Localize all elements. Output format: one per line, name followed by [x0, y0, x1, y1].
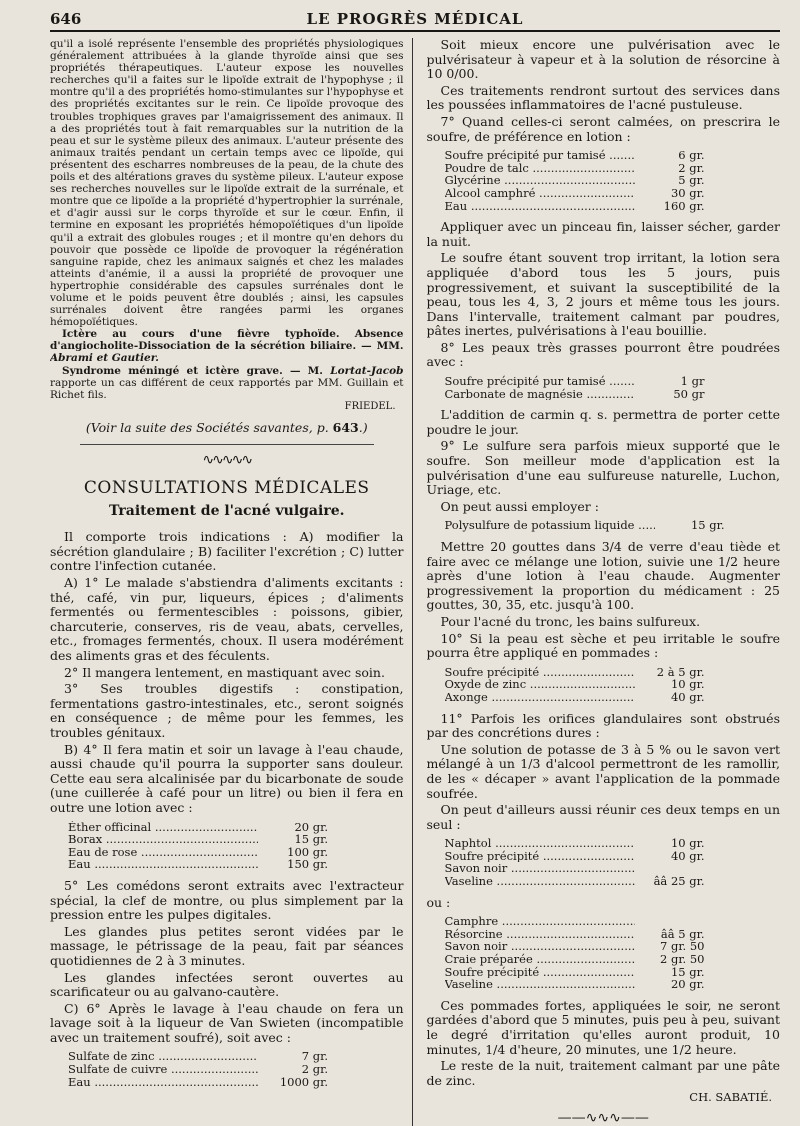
paragraph: Les glandes infectées seront ouvertes au scarificateur ou au galvano-cautère.: [50, 969, 404, 1000]
ingredient: Camphre .....: [445, 915, 635, 928]
quantity: 6 gr.: [678, 148, 705, 163]
prescription-line: [445, 915, 705, 928]
prescription-line: [445, 174, 705, 187]
divider: [80, 444, 374, 445]
paragraph: Les glandes plus petites seront vidées par le massage, le pétrissage de la peau, fait par séances quotidiennes de 2 à 3 minutes.: [50, 923, 404, 968]
quantity: 30 gr.: [670, 185, 705, 200]
prescription-line: [445, 149, 705, 162]
prescription-line: [445, 162, 705, 175]
ingredient: Savon noir .....: [445, 940, 635, 953]
ingredient: Soufre précipité .....: [445, 850, 635, 863]
quantity: 150 gr.: [287, 857, 328, 872]
quantity: 20 gr.: [294, 819, 328, 834]
prescription-line: [445, 666, 705, 679]
prescription-line: [68, 1050, 328, 1063]
prescription-line: [68, 1076, 328, 1089]
quantity: 2 gr. 50: [659, 952, 705, 967]
ingredient: Eau .....: [68, 1076, 258, 1089]
ingredient: Eau .....: [445, 200, 635, 213]
ingredient: Soufre précipité .....: [445, 966, 635, 979]
quantity: 7 gr. 50: [659, 939, 705, 954]
paragraph: Le reste de la nuit, traitement calmant par une pâte de zinc.: [426, 1058, 780, 1088]
quantity: ââ 5 gr.: [660, 926, 705, 941]
ingredient: Oxyde de zinc .....: [445, 678, 635, 691]
ingredient: Soufre précipité pur tamisé .....: [445, 149, 635, 162]
quantity: 10 gr.: [670, 677, 705, 692]
paragraph: 8° Les peaux très grasses pourront être poudrées avec :: [426, 339, 780, 370]
page-number: 646: [50, 10, 82, 28]
prescription-line: [445, 200, 705, 213]
prescription-line: [445, 875, 705, 888]
ingredient: Savon noir .....: [445, 862, 635, 875]
ingredient: Éther officinal .....: [68, 821, 258, 834]
society-item: [50, 328, 404, 364]
signature: CH. SABATIÉ.: [689, 1090, 772, 1105]
society-item-authors: Lortat-Jacob: [330, 364, 404, 377]
society-item-authors: Abrami et Gautier.: [50, 352, 159, 365]
paragraph: Il comporte trois indications : A) modifier la sécrétion glandulaire ; B) faciliter l'excrétion ; C) lutter contre l'infection cutanée.: [50, 529, 404, 574]
reference-suffix: .): [358, 419, 368, 435]
prescription-line: [445, 678, 705, 691]
ingredient: Sulfate de zinc .....: [68, 1050, 258, 1063]
quantity: 1000 gr.: [279, 1074, 328, 1089]
paragraph: Une solution de potasse de 3 à 5 % ou le savon vert mélangé à un 1/3 d'alcool permettront de les ramollir, de les « décaper » avant l'application de la pommade soufrée.: [426, 741, 780, 801]
ingredient: Naphtol .....: [445, 837, 635, 850]
quantity: 50 gr: [673, 386, 705, 401]
quantity: 2 gr.: [678, 160, 705, 175]
article-body: [50, 530, 404, 1088]
quantity: 160 gr.: [663, 198, 705, 213]
prescription: [445, 519, 725, 532]
paragraph: 2° Il mangera lentement, en mastiquant avec soin.: [64, 664, 385, 680]
prescription: [445, 915, 705, 991]
prescription: [445, 375, 705, 400]
quantity: [635, 915, 705, 928]
ornament-flourish: ∿∿∿∿∿: [202, 451, 252, 468]
prescription-line: [68, 1063, 328, 1076]
ingredient: Eau .....: [68, 858, 258, 871]
ingredient: Eau de rose .....: [68, 846, 258, 859]
quantity: ââ 25 gr.: [653, 874, 705, 889]
ingredient: Poudre de talc .....: [445, 162, 635, 175]
prescription: [445, 149, 705, 212]
prescription-line: [445, 519, 725, 532]
paragraph: 3° Ses troubles digestifs : constipation, fermentations gastro-intestinales, etc., seront soignés en conséquence ; de même pour les femmes, les troubles génitaux.: [50, 681, 404, 740]
ingredient: Craie préparée .....: [445, 953, 635, 966]
journal-title: LE PROGRÈS MÉDICAL: [306, 10, 524, 28]
alternative-label: ou :: [426, 894, 451, 910]
quantity: 40 gr.: [670, 848, 705, 863]
reference-prefix: (Voir la suite des Sociétés savantes, p.: [85, 419, 329, 435]
paragraph: Ces pommades fortes, appliquées le soir, ne seront gardées d'abord que 5 minutes, puis peu à peu, suivant le degré d'irritation qu'elles auront produit, 10 minutes, 1/4 d'heure, 20 minutes, une 1/2 heure.: [426, 997, 780, 1057]
society-item: [50, 365, 404, 401]
society-item-title: Ictère au cours d'une fièvre typhoïde. Absence d'angiocholite-Dissociation de la sécrétion biliaire. — MM.: [50, 328, 404, 353]
paragraph: A) 1° Le malade s'abstiendra d'aliments excitants : thé, café, vin pur, liqueurs, épices ; d'aliments fermentés ou fermentescibles : poissons, gibier, charcuterie, conserves, ris de veau, abats, cervelles, etc., fromages fermentés, choux. Il usera modérément des aliments gras et des féculents.: [50, 575, 404, 664]
ingredient: Borax .....: [68, 833, 258, 846]
continuation-reference: [50, 421, 404, 436]
prescription-line: [445, 966, 705, 979]
paragraph: Ces traitements rendront surtout des services dans les poussées inflammatoires de l'acné pustuleuse.: [426, 82, 780, 113]
prescription: [445, 666, 705, 704]
prescription-line: [68, 858, 328, 871]
society-item-text: rapporte un cas différent de ceux rapportés par MM. Guillain et Richet fils.: [50, 376, 404, 401]
prescription-line: [445, 850, 705, 863]
report-paragraph: qu'il a isolé représente l'ensemble des propriétés physiologiques généralement attribuées à la glande thyroïde ainsi que ses propriétés thérapeutiques. L'auteur expose les nouvelles recherches qu'il a faites sur le lipoïde extrait de l'hypophyse ; il montre qu'il a des propriétés homo-stimulantes sur l'hypophyse et des propriétés excitantes sur le rein. Ce lipoïde provoque des troubles trophiques graves par l'amaigrissement des animaux. Il a des propriétés tout à fait remarquables sur la nutrition de la peau et sur le système pileux des animaux. L'auteur présente des animaux traités pendant un certain temps avec ce lipoïde, qui présentent des escharres nombreuses de la peau, de la chute des poils et des altérations graves du système pileux. L'auteur expose ses recherches nouvelles sur le lipoïde extrait de la surrénale, et montre que ce lipoïde a la propriété d'hypertrophier la surrénale, et d'agir aussi sur le corps thyroïde et sur le cœur. Enfin, il termine en exposant les propriétés hémopoïétiques d'un lipoïde qu'il a extrait des globules rouges ; et il montre qu'en dehors du pouvoir que possède ce lipoïde de provoquer la régénération sanguine rapide, chez les animaux saignés et chez les malades atteints d'anémie, il a aussi la propriété de provoquer une hypertrophie considérable des capsules surrénales dont le volume et le poids peuvent être doublés ; ainsi, les capsules surrénales doivent être rangées parmi les organes hémopoïétiques.: [50, 38, 404, 329]
quantity: 15 gr.: [670, 964, 705, 979]
paragraph: C) 6° Après le lavage à l'eau chaude on fera un lavage soit à la liqueur de Van Swieten (incompatible avec un traitement soufré), soit avec :: [50, 1000, 404, 1045]
quantity: 20 gr.: [670, 977, 705, 992]
prescription-line: [68, 833, 328, 846]
paragraph: Mettre 20 gouttes dans 3/4 de verre d'eau tiède et faire avec ce mélange une lotion, suivie une 1/2 heure après d'une lotion à l'eau chaude. Augmenter progressivement la proportion du médicament : 25 gouttes, 30, 35, etc. jusqu'à 100.: [426, 539, 780, 613]
paragraph: B) 4° Il fera matin et soir un lavage à l'eau chaude, aussi chaude qu'il pourra la supporter sans douleur. Cette eau sera alcalinisée par du bicarbonate de soude (une cuillerée à café pour un litre) ou bien il fera en outre une lotion avec :: [50, 741, 404, 815]
paragraph: 9° Le sulfure sera parfois mieux supporté que le soufre. Son meilleur mode d'application est la pulvérisation d'une eau sulfureuse naturelle, Luchon, Uriage, etc.: [426, 438, 780, 498]
ingredient: Sulfate de cuivre .....: [68, 1063, 258, 1076]
prescription-line: [445, 187, 705, 200]
quantity: 15 gr.: [294, 832, 328, 847]
paragraph: Appliquer avec un pinceau fin, laisser sécher, garder la nuit.: [426, 219, 780, 249]
prescription-line: [68, 821, 328, 834]
quantity: 10 gr.: [670, 836, 705, 851]
paragraph: On peut aussi employer :: [440, 498, 599, 514]
article-title: Traitement de l'acné vulgaire.: [109, 502, 345, 519]
signature: FRIEDEL.: [344, 400, 396, 412]
ingredient: Carbonate de magnésie .....: [445, 388, 635, 401]
ingredient: Axonge .....: [445, 691, 635, 704]
page-header: [50, 8, 780, 32]
section-title: CONSULTATIONS MÉDICALES: [83, 478, 370, 499]
paragraph: L'addition de carmin q. s. permettra de porter cette poudre le jour.: [426, 407, 780, 437]
ingredient: Alcool camphré .....: [445, 187, 635, 200]
quantity: 1 gr: [680, 374, 705, 389]
prescription-line: [445, 953, 705, 966]
paragraph: 10° Si la peau est sèche et peu irritable le soufre pourra être appliqué en pommades :: [426, 630, 780, 661]
paragraph: 7° Quand celles-ci seront calmées, on prescrira le soufre, de préférence en lotion :: [426, 113, 780, 144]
ingredient: Polysulfure de potassium liquide .....: [445, 519, 655, 532]
quantity: 5 gr.: [678, 173, 705, 188]
prescription-line: [445, 837, 705, 850]
ingredient: Soufre précipité .....: [445, 666, 635, 679]
paragraph: 5° Les comédons seront extraits avec l'extracteur spécial, la clef de montre, ou plus simplement par la pression entre les pulpes digitales.: [50, 877, 404, 923]
prescription: [68, 1050, 328, 1088]
right-column: [427, 38, 781, 1126]
prescription-line: [445, 388, 705, 401]
quantity: 40 gr.: [670, 689, 705, 704]
paragraph: Le soufre étant souvent trop irritant, la lotion sera appliquée d'abord tous les 5 jours, puis progressivement, et suivant la susceptibilité de la peau, tous les 4, 3, 2 jours et même tous les jours. Dans l'intervalle, traitement calmant par poudres, pâtes inertes, pulvérisations à l'eau bouillie.: [426, 250, 780, 339]
ingredient: Vaseline .....: [445, 875, 635, 888]
quantity: 100 gr.: [287, 844, 328, 859]
reference-page: 643: [332, 419, 359, 435]
quantity: 15 gr.: [690, 518, 725, 533]
ingredient: Glycérine .....: [445, 174, 635, 187]
prescription: [445, 837, 705, 887]
paragraph: Soit mieux encore une pulvérisation avec le pulvérisateur à vapeur et à la solution de résorcine à 10 0/00.: [426, 38, 780, 82]
prescription-line: [445, 375, 705, 388]
left-column: [50, 38, 413, 1126]
ingredient: Vaseline .....: [445, 978, 635, 991]
prescription-line: [445, 691, 705, 704]
ingredient: Résorcine .....: [445, 928, 635, 941]
paragraph: Pour l'acné du tronc, les bains sulfureux.: [440, 613, 701, 629]
society-report: [50, 38, 404, 413]
society-item-title: Syndrome méningé et ictère grave. — M.: [62, 364, 323, 377]
ingredient: Soufre précipité pur tamisé .....: [445, 375, 635, 388]
quantity: 7 gr.: [301, 1049, 328, 1064]
prescription: [68, 821, 328, 871]
paragraph: On peut d'ailleurs aussi réunir ces deux temps en un seul :: [426, 802, 780, 832]
paragraph: 11° Parfois les orifices glandulaires sont obstrués par des concrétions dures :: [426, 710, 780, 741]
quantity: 2 à 5 gr.: [656, 664, 705, 679]
quantity: 2 gr.: [301, 1062, 328, 1077]
prescription-line: [445, 978, 705, 991]
ornament-flourish: ——∿∿∿——: [557, 1109, 649, 1126]
